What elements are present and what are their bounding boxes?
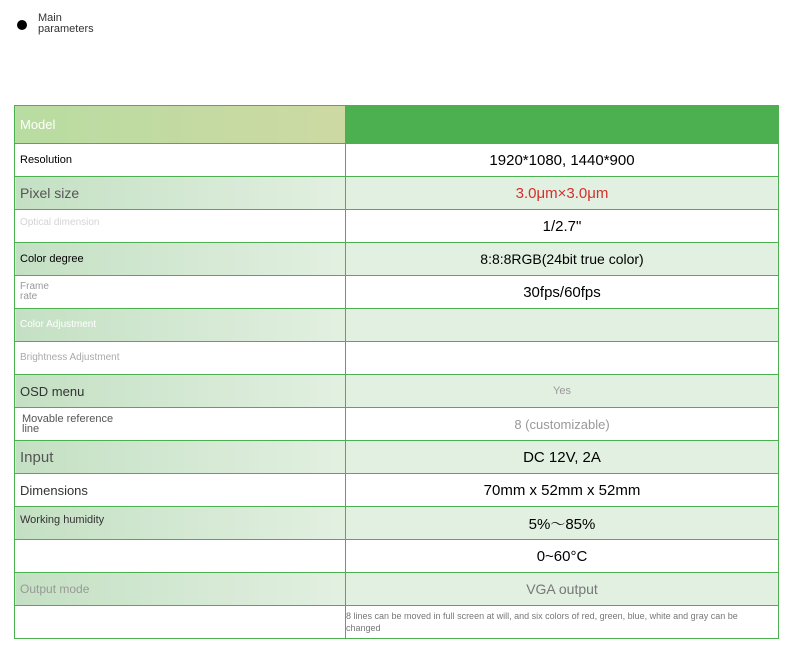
- row-label: Brightness Adjustment: [15, 342, 346, 375]
- row-value: 5%～85%: [346, 507, 779, 540]
- row-label: Working humidity: [15, 507, 346, 540]
- row-value: 1920*1080, 1440*900: [346, 144, 779, 177]
- row-value: Yes: [346, 375, 779, 408]
- row-label: Pixel size: [15, 177, 346, 210]
- table-row: [15, 573, 779, 606]
- row-label: OSD menu: [15, 375, 346, 408]
- table-row: [15, 210, 779, 243]
- row-value: VGA output: [346, 573, 779, 606]
- row-label: Color Adjustment: [15, 309, 346, 342]
- row-value: 1/2.7": [346, 210, 779, 243]
- row-value: [346, 342, 779, 375]
- row-label: Output mode: [15, 573, 346, 606]
- row-value: 0~60°C: [346, 540, 779, 573]
- row-value: [346, 106, 779, 144]
- row-value: 8:8:8RGB(24bit true color): [346, 243, 779, 276]
- table-row: [15, 106, 779, 144]
- table-row: [15, 243, 779, 276]
- row-label: Model: [15, 106, 346, 144]
- table-row: [15, 144, 779, 177]
- section-heading: [17, 13, 118, 35]
- table-row: [15, 177, 779, 210]
- table-row: [15, 507, 779, 540]
- row-label: [15, 606, 346, 639]
- table-row: [15, 309, 779, 342]
- table-row: [15, 408, 779, 441]
- table-row: [15, 441, 779, 474]
- row-value: [346, 309, 779, 342]
- section-title: Main parameters: [38, 12, 94, 35]
- row-value: 70mm x 52mm x 52mm: [346, 474, 779, 507]
- row-value: 30fps/60fps: [346, 276, 779, 309]
- table-row: [15, 375, 779, 408]
- row-label: Resolution: [15, 144, 346, 177]
- row-label: Color degree: [15, 243, 346, 276]
- bullet-icon: [17, 20, 27, 30]
- row-label: Frame rate: [15, 276, 346, 309]
- table-row: [15, 606, 779, 639]
- row-value: [346, 606, 779, 639]
- row-label: Input: [15, 441, 346, 474]
- row-value: DC 12V, 2A: [346, 441, 779, 474]
- row-label: Dimensions: [15, 474, 346, 507]
- row-value: 3.0μm×3.0μm: [346, 177, 779, 210]
- parameters-table: [14, 105, 779, 639]
- table-row: [15, 474, 779, 507]
- table-row: [15, 540, 779, 573]
- table-row: [15, 276, 779, 309]
- row-label: [15, 540, 346, 573]
- note-text: 8 lines can be moved in full screen at will, and six colors of red, green, blue, white and gray can be changed: [346, 611, 738, 633]
- row-value: 8 (customizable): [346, 408, 779, 441]
- row-label: Movable reference line: [15, 408, 346, 441]
- table-row: [15, 342, 779, 375]
- row-label: Optical dimension: [15, 210, 346, 243]
